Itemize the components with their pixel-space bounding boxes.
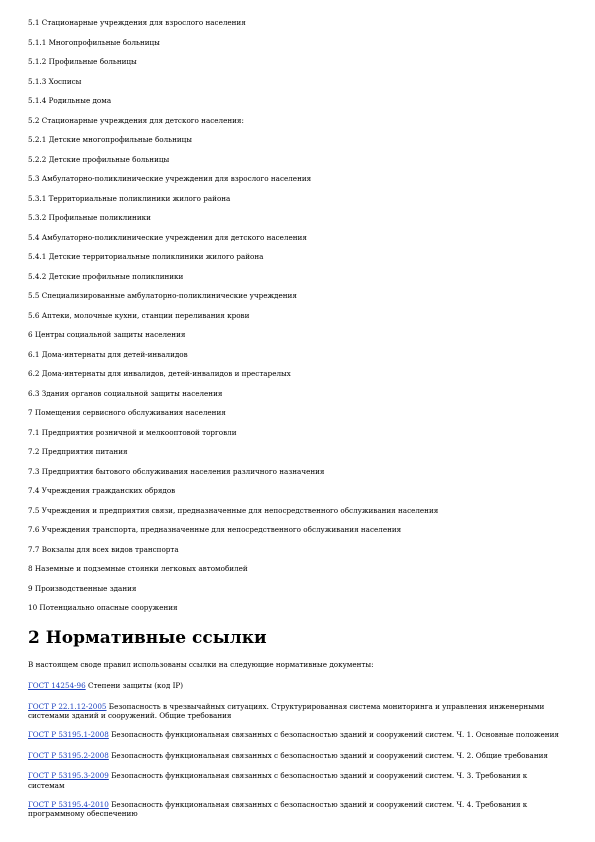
toc-item: 7 Помещения сервисного обслуживания населения [28,408,226,417]
reference-item [28,730,563,740]
toc-item: 5.1.3 Хосписы [28,76,82,86]
reference-title: Безопасность функциональная связанных с безопасностью зданий и сооружений систем. Ч. 4. Требования к программному обеспечению [28,799,528,818]
reference-link[interactable]: ГОСТ Р 53195.2-2008 [28,750,109,760]
reference-link[interactable]: ГОСТ Р 53195.3-2009 [28,771,109,780]
toc-item: 7.4 Учреждения гражданских обрядов [28,486,176,495]
intro-paragraph: В настоящем своде правил использованы ссылки на следующие нормативные документы: [28,660,374,669]
section-heading: 2 Нормативные ссылки [28,628,267,648]
toc-item: 10 Потенциально опасные сооружения [28,603,178,612]
reference-title: Безопасность функциональная связанных с безопасностью зданий и сооружений систем. Ч. 3. Требования к системам [28,771,528,790]
reference-list [28,681,563,819]
toc-item: 5.3.2 Профильные поликлиники [28,213,151,222]
toc-item: 6 Центры социальной защиты населения [28,330,186,339]
toc-item: 7.2 Предприятия питания [28,447,128,456]
toc-item: 7.6 Учреждения транспорта, предназначенные для непосредственного обслуживания населения [28,525,402,534]
toc-item: 5.6 Аптеки, молочные кухни, станции переливания крови [28,310,250,320]
toc-item: 5.2 Стационарные учреждения для детского населения: [28,115,244,125]
toc-list [28,18,568,623]
toc-item: 5.4.1 Детские территориальные поликлиники жилого района [28,252,264,261]
toc-item: 9 Производственные здания [28,583,137,593]
reference-link[interactable]: ГОСТ 14254-96 [28,681,86,690]
toc-item: 7.1 Предприятия розничной и мелкооптовой торговли [28,427,237,437]
reference-item [28,751,563,761]
toc-item: 5.2.1 Детские многопрофильные больницы [28,135,193,144]
reference-link[interactable]: ГОСТ Р 53195.1-2008 [28,730,109,739]
reference-link[interactable]: ГОСТ Р 22.1.12-2005 [28,701,107,711]
toc-item: 5.4.2 Детские профильные поликлиники [28,271,184,281]
toc-item: 5.2.2 Детские профильные больницы [28,154,170,164]
reference-item [28,702,563,721]
toc-item: 5.1.4 Родильные дома [28,96,112,105]
toc-item: 6.3 Здания органов социальной защиты населения [28,388,223,398]
reference-item [28,681,563,691]
reference-title: Безопасность функциональная связанных с безопасностью зданий и сооружений систем. Ч. 1. Основные положения [108,730,559,739]
reference-link[interactable]: ГОСТ Р 53195.4-2010 [28,799,109,809]
reference-title: Степени защиты (код IP) [85,681,184,690]
toc-item: 6.2 Дома-интернаты для инвалидов, детей-инвалидов и престарелых [28,369,291,378]
toc-item: 5.5 Специализированные амбулаторно-поликлинические учреждения [28,291,297,300]
toc-item: 5.1 Стационарные учреждения для взрослого населения [28,18,246,27]
reference-title: Безопасность функциональная связанных с безопасностью зданий и сооружений систем. Ч. 2. Общие требования [108,750,548,760]
toc-item: 7.5 Учреждения и предприятия связи, предназначенные для непосредственного обслуживания населения [28,505,439,515]
toc-item: 5.3 Амбулаторно-поликлинические учреждения для взрослого населения [28,174,312,183]
toc-item: 5.1.1 Многопрофильные больницы [28,37,160,47]
reference-item [28,800,563,819]
toc-item: 8 Наземные и подземные стоянки легковых автомобилей [28,564,248,573]
toc-item: 7.3 Предприятия бытового обслуживания населения различного назначения [28,466,325,476]
toc-item: 5.1.2 Профильные больницы [28,57,137,66]
toc-item: 5.4 Амбулаторно-поликлинические учреждения для детского населения [28,232,307,242]
toc-item: 7.7 Вокзалы для всех видов транспорта [28,544,179,554]
toc-item: 5.3.1 Территориальные поликлиники жилого района [28,193,231,203]
toc-item: 6.1 Дома-интернаты для детей-инвалидов [28,349,188,359]
reference-item [28,771,563,790]
reference-title: Безопасность в чрезвычайных ситуациях. Структурированная система мониторинга и управления инженерными системами зданий и сооружений. Общие требования [28,701,545,720]
